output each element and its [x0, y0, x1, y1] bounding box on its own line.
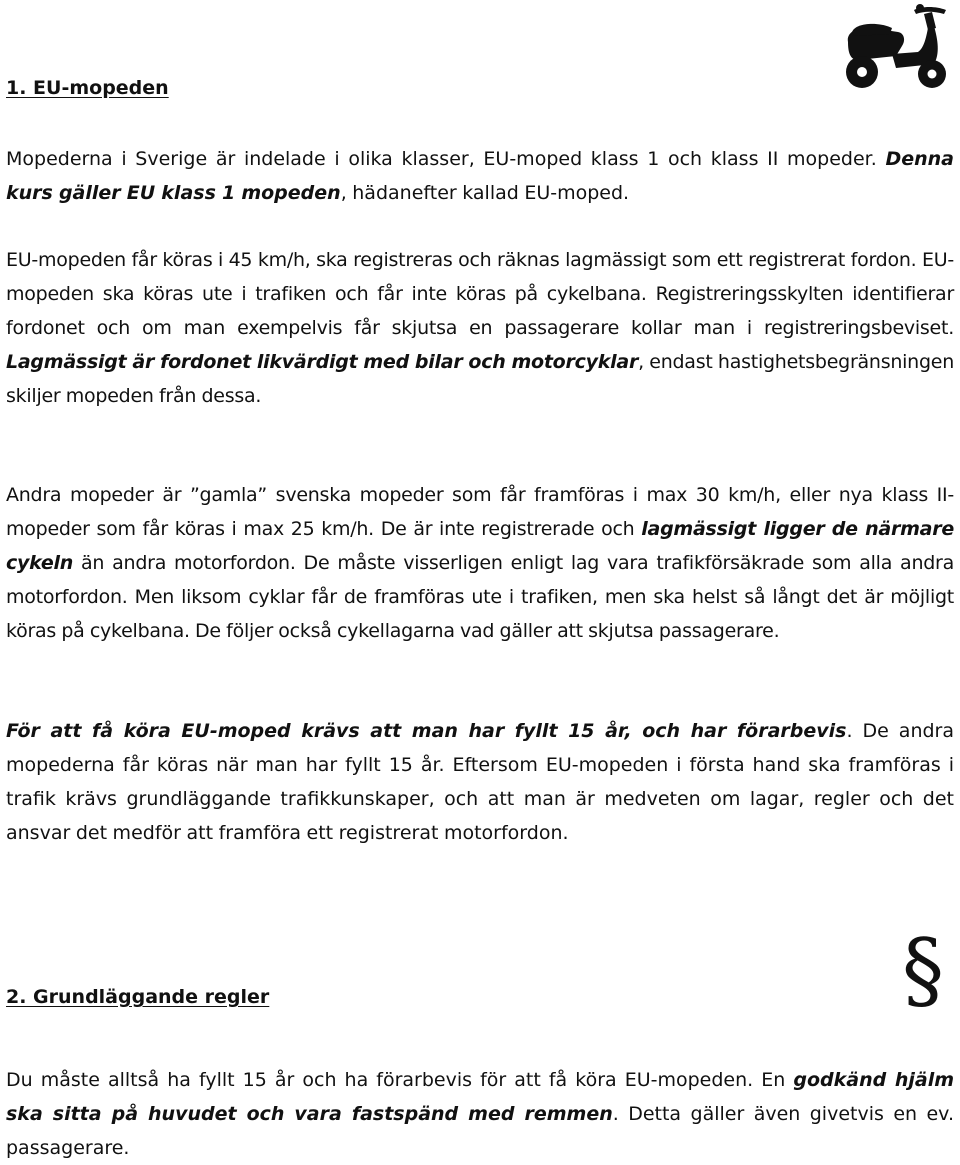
- paragraph-other-mopeds: [6, 478, 954, 648]
- emphasis-text: Lagmässigt är fordonet likvärdigt med bilar och motorcyklar: [6, 351, 639, 373]
- emphasis-text: lagmässigt ligger de närmare cykeln: [6, 518, 954, 574]
- scooter-icon: [836, 2, 954, 94]
- text-segment: . De andra mopederna får köras när man har fyllt 15 år. Eftersom EU-mopeden i första hand ska framföras i trafik krävs grundläggande trafikkunskaper, och att man är medveten om lagar, regler och det ansvar det medför att framföra ett registrerat motorfordon.: [6, 720, 954, 844]
- document-page: [6, 0, 954, 1163]
- paragraph-moped-classes: [6, 142, 954, 210]
- paragraph-basic-rules: [6, 1063, 954, 1165]
- text-segment: , hädanefter kallad EU-moped.: [340, 182, 630, 204]
- section-heading-grundlaggande-regler: 2. Grundläggande regler: [6, 986, 270, 1008]
- emphasis-text: godkänd hjälm ska sitta på huvudet och vara fastspänd med remmen: [6, 1069, 954, 1125]
- text-segment: Du måste alltså ha fyllt 15 år och ha förarbevis för att få köra EU-mopeden. En: [6, 1069, 794, 1091]
- text-segment: Mopederna i Sverige är indelade i olika klasser, EU-moped klass 1 och klass II mopeder.: [6, 148, 886, 170]
- text-segment: EU-mopeden får köras i 45 km/h, ska registreras och räknas lagmässigt som ett registrerat fordon. EU-mopeden ska köras ute i trafiken och får inte köras på cykelbana. Registreringsskylten identifierar fordonet och om man exempelvis får skjutsa en passagerare kollar man i registreringsbeviset.: [6, 249, 954, 339]
- text-segment: än andra motorfordon. De måste visserligen enligt lag vara trafikförsäkrade som alla andra motorfordon. Men liksom cyklar får de framföras ute i trafiken, men ska helst så långt det är möjligt köras på cykelbana. De följer också cykellagarna vad gäller att skjutsa passagerare.: [6, 552, 954, 642]
- section-heading-eu-mopeden: 1. EU-mopeden: [6, 77, 169, 99]
- text-segment: . Detta gäller även givetvis en ev. passagerare.: [6, 1103, 954, 1159]
- emphasis-text: För att få köra EU-moped krävs att man har fyllt 15 år, och har förarbevis: [6, 720, 847, 742]
- text-segment: , endast hastighetsbegränsningen skiljer mopeden från dessa.: [6, 351, 954, 407]
- section-symbol-icon: §: [902, 921, 944, 1019]
- paragraph-license-requirement: [6, 714, 954, 850]
- emphasis-text: Denna kurs gäller EU klass 1 mopeden: [6, 148, 954, 204]
- paragraph-eu-moped-rules: [6, 243, 954, 413]
- text-segment: Andra mopeder är ”gamla” svenska mopeder som får framföras i max 30 km/h, eller nya klass II-mopeder som får köras i max 25 km/h. De är inte registrerade och: [6, 484, 954, 540]
